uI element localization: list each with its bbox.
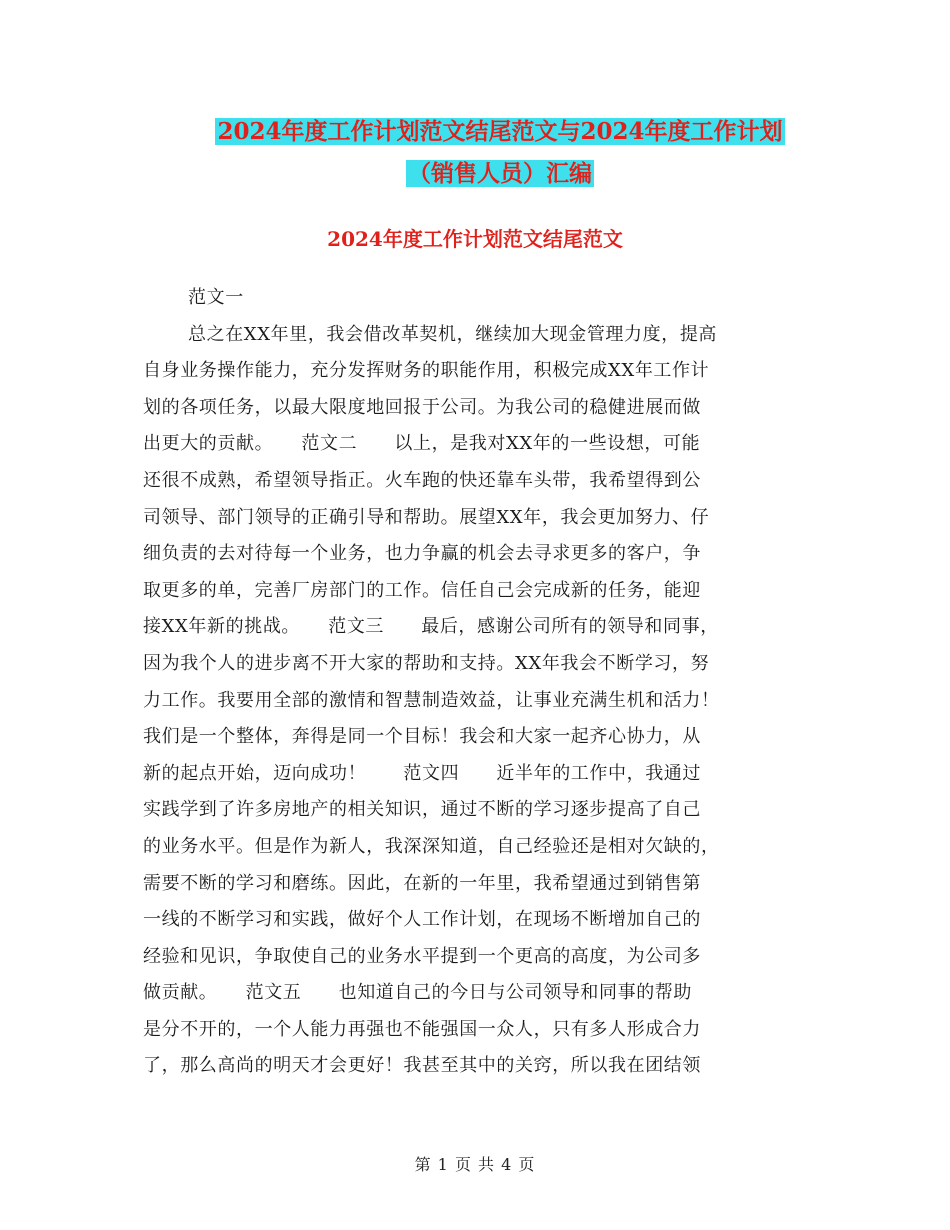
- body-line: 做贡献。 范文五 也知道自己的今日与公司领导和同事的帮助: [143, 982, 692, 1004]
- title-highlight-1: 2024年度工作计划范文结尾范文与2024年度工作计划: [217, 118, 783, 145]
- body-line: 自身业务操作能力，充分发挥财务的职能作用，积极完成XX年工作计: [143, 360, 710, 382]
- body-line: 司领导、部门领导的正确引导和帮助。展望XX年，我会更加努力、仔: [143, 506, 710, 528]
- body-line: 经验和见识，争取使自己的业务水平提到一个更高的高度，为公司多: [143, 945, 701, 967]
- body-line: 一线的不断学习和实践，做好个人工作计划，在现场不断增加自己的: [143, 909, 701, 931]
- body-line: 还很不成熟，希望领导指正。火车跑的快还靠车头带，我希望得到公: [143, 469, 701, 491]
- document-title-line-2: [100, 157, 900, 191]
- body-line: 取更多的单，完善厂房部门的工作。信任自己会完成新的任务，能迎: [143, 579, 701, 601]
- body-line: 实践学到了许多房地产的相关知识，通过不断的学习逐步提高了自己: [143, 799, 701, 821]
- body-line: 范文一: [188, 287, 244, 308]
- body-text: [143, 280, 813, 1085]
- section-title: 2024年度工作计划范文结尾范文: [327, 227, 623, 251]
- page-footer: 第 1 页 共 4 页: [414, 1155, 536, 1174]
- body-line: 总之在XX年里，我会借改革契机，继续加大现金管理力度，提高: [188, 323, 718, 345]
- body-line: 力工作。我要用全部的激情和智慧制造效益，让事业充满生机和活力！: [143, 689, 720, 711]
- body-line: 出更大的贡献。 范文二 以上，是我对XX年的一些设想，可能: [143, 433, 701, 455]
- body-line: 了，那么高尚的明天才会更好！我甚至其中的关窍，所以我在团结领: [143, 1055, 701, 1077]
- document-title-line-1: [100, 115, 900, 149]
- title-highlight-2: （销售人员）汇编: [408, 160, 592, 187]
- body-line: 是分不开的，一个人能力再强也不能强国一众人，只有多人形成合力: [143, 1018, 701, 1040]
- body-line: 细负责的去对待每一个业务，也力争赢的机会去寻求更多的客户，争: [143, 543, 701, 565]
- body-line: 新的起点开始，迈向成功！ 范文四 近半年的工作中，我通过: [143, 762, 701, 784]
- body-line: 接XX年新的挑战。 范文三 最后，感谢公司所有的领导和同事，: [143, 616, 719, 638]
- body-line: 需要不断的学习和磨练。因此，在新的一年里，我希望通过到销售第: [143, 872, 701, 894]
- body-line: 我们是一个整体，奔得是同一个目标！我会和大家一起齐心协力，从: [143, 726, 701, 748]
- body-line: 的业务水平。但是作为新人，我深深知道，自己经验还是相对欠缺的，: [143, 835, 720, 857]
- body-line: 划的各项任务，以最大限度地回报于公司。为我公司的稳健进展而做: [143, 396, 701, 418]
- body-line: 因为我个人的进步离不开大家的帮助和支持。XX年我会不断学习，努: [143, 652, 710, 674]
